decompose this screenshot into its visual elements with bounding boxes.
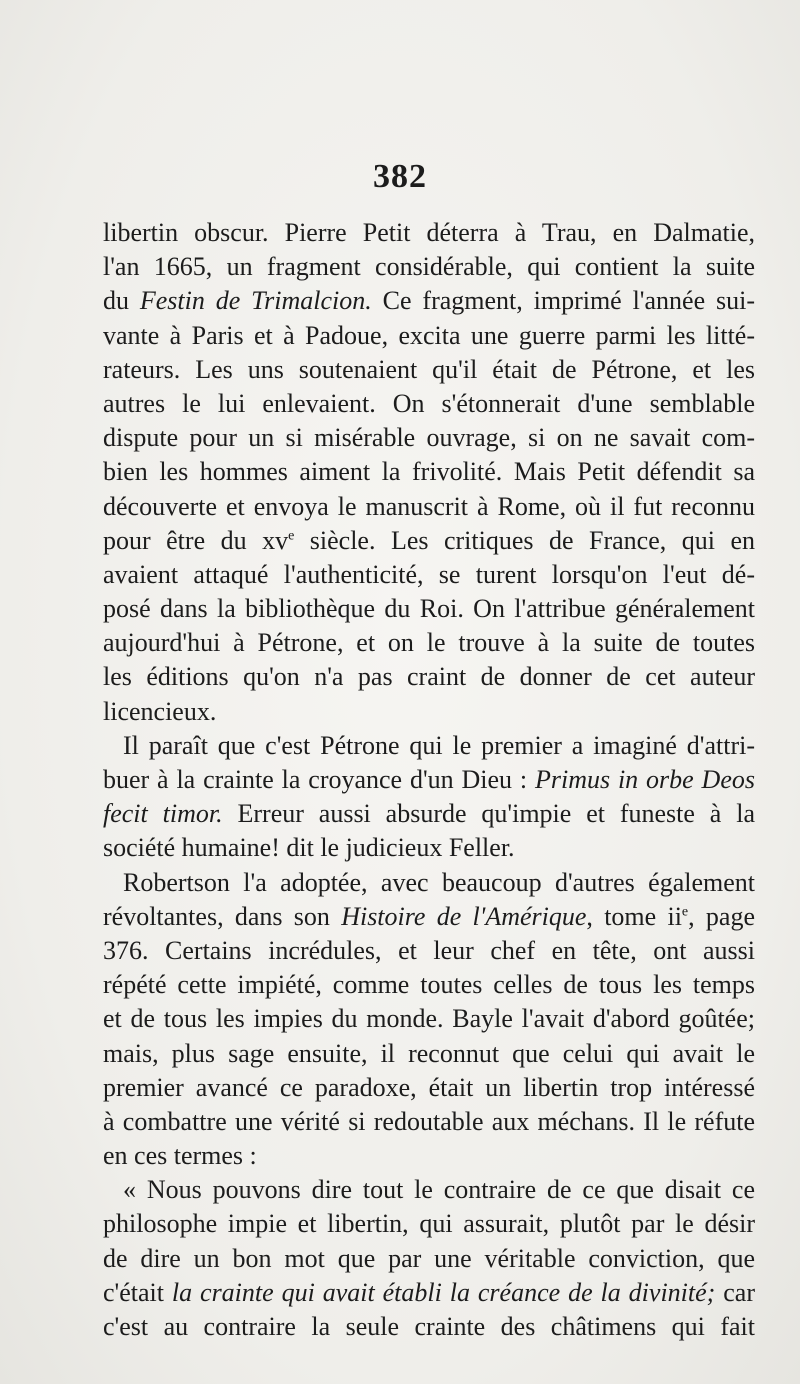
text-run: car	[715, 1277, 755, 1307]
body-text	[103, 216, 755, 1344]
text-run: société humaine! dit le judicieux Feller.	[103, 833, 515, 863]
text-line	[103, 284, 755, 318]
text-run: Ce fragment, imprimé l'année sui-	[371, 286, 755, 316]
text-run: c'était	[103, 1277, 172, 1307]
text-run: rateurs. Les uns soutenaient qu'il était de Pétrone, et les	[103, 354, 755, 384]
text-line	[103, 968, 755, 1002]
text-line	[103, 1207, 755, 1241]
text-line	[103, 490, 755, 524]
text-run: la crainte qui avait établi la créance de la divinité;	[171, 1277, 716, 1307]
text-run: libertin obscur. Pierre Petit déterra à Trau, en Dalmatie,	[103, 218, 755, 247]
text-run: c'est au contraire la seule crainte des châtimens qui fait	[103, 1312, 755, 1341]
text-line	[103, 1173, 755, 1207]
text-run: aujourd'hui à Pétrone, et on le trouve à la suite de toutes	[103, 628, 755, 658]
text-line	[103, 216, 755, 250]
text-line	[103, 660, 755, 694]
text-line	[103, 558, 755, 592]
text-run: Robertson l'a adoptée, avec beaucoup d'autres également	[123, 867, 755, 897]
text-run: fecit timor.	[103, 799, 223, 829]
superscript: e	[681, 904, 689, 920]
text-run: buer à la crainte la croyance d'un Dieu :	[103, 765, 535, 794]
text-run: « Nous pouvons dire tout le contraire de ce que disait ce	[123, 1175, 755, 1205]
text-line	[103, 900, 755, 934]
text-line	[103, 1002, 755, 1036]
superscript: e	[288, 528, 295, 544]
text-line	[103, 1139, 755, 1173]
text-line	[103, 1242, 755, 1276]
text-line	[103, 866, 755, 900]
text-run: Primus in orbe Deos	[534, 765, 755, 794]
text-run: posé dans la bibliothèque du Roi. On l'attribue généralement	[103, 594, 755, 624]
text-line	[103, 831, 755, 865]
text-line	[103, 1310, 755, 1344]
text-run: Festin de Trimalcion.	[139, 286, 372, 316]
text-line	[103, 1037, 755, 1071]
text-line	[103, 455, 755, 489]
text-run: avaient attaqué l'authenticité, se turent lorsqu'on l'eut dé-	[103, 559, 755, 589]
text-run: autres le lui enlevaient. On s'étonnerait d'une semblable	[103, 388, 755, 418]
text-run: en ces termes :	[103, 1141, 257, 1171]
page-number: 382	[373, 158, 427, 195]
text-run: bien les hommes aiment la frivolité. Mais Petit défendit sa	[103, 457, 755, 487]
text-run: 376. Certains incrédules, et leur chef en tête, ont aussi	[103, 935, 755, 965]
text-run: l'an 1665, un fragment considérable, qui contient la suite	[103, 252, 755, 282]
text-run: philosophe impie et libertin, qui assurait, plutôt par le désir	[103, 1209, 755, 1239]
text-run: Il paraît que c'est Pétrone qui le premier a imaginé d'attri-	[123, 730, 755, 760]
text-run: pour être du xv	[103, 525, 289, 555]
text-line	[103, 387, 755, 421]
text-run: à combattre une vérité si redoutable aux méchans. Il le réfute	[103, 1106, 755, 1136]
text-run: , tome ii	[586, 901, 682, 931]
text-line	[103, 934, 755, 968]
text-run: de dire un bon mot que par une véritable conviction, que	[103, 1243, 755, 1273]
text-run: répété cette impiété, comme toutes celles de tous les temps	[103, 970, 755, 1000]
text-run: premier avancé ce paradoxe, était un libertin trop intéressé	[103, 1072, 755, 1102]
text-line	[103, 1071, 755, 1105]
text-run: Erreur aussi absurde qu'impie et funeste à la	[222, 799, 755, 829]
text-run: Histoire de l'Amérique	[341, 901, 587, 931]
text-line	[103, 421, 755, 455]
text-run: révoltantes, dans son	[103, 901, 342, 931]
text-line	[103, 729, 755, 763]
text-run: siècle. Les critiques de France, qui en	[294, 525, 755, 555]
text-line	[103, 319, 755, 353]
text-run: les éditions qu'on n'a pas craint de donner de cet auteur	[103, 662, 755, 692]
text-line	[103, 592, 755, 626]
text-line	[103, 695, 755, 729]
text-run: mais, plus sage ensuite, il reconnut que celui qui avait le	[103, 1038, 755, 1068]
text-run: découverte et envoya le manuscrit à Rome, où il fut reconnu	[103, 491, 755, 521]
text-line	[103, 1276, 755, 1310]
text-run: du	[103, 286, 140, 316]
text-line	[103, 797, 755, 831]
text-run: licencieux.	[103, 696, 217, 726]
text-run: et de tous les impies du monde. Bayle l'avait d'abord goûtée;	[103, 1004, 755, 1034]
text-line	[103, 250, 755, 284]
text-run: , page	[688, 901, 755, 931]
text-line	[103, 1105, 755, 1139]
text-run: dispute pour un si misérable ouvrage, si on ne savait com-	[103, 423, 755, 453]
text-run: vante à Paris et à Padoue, excita une guerre parmi les litté-	[103, 320, 755, 350]
text-line	[103, 626, 755, 660]
text-line	[103, 353, 755, 387]
text-line	[103, 524, 755, 558]
text-line	[103, 763, 755, 797]
